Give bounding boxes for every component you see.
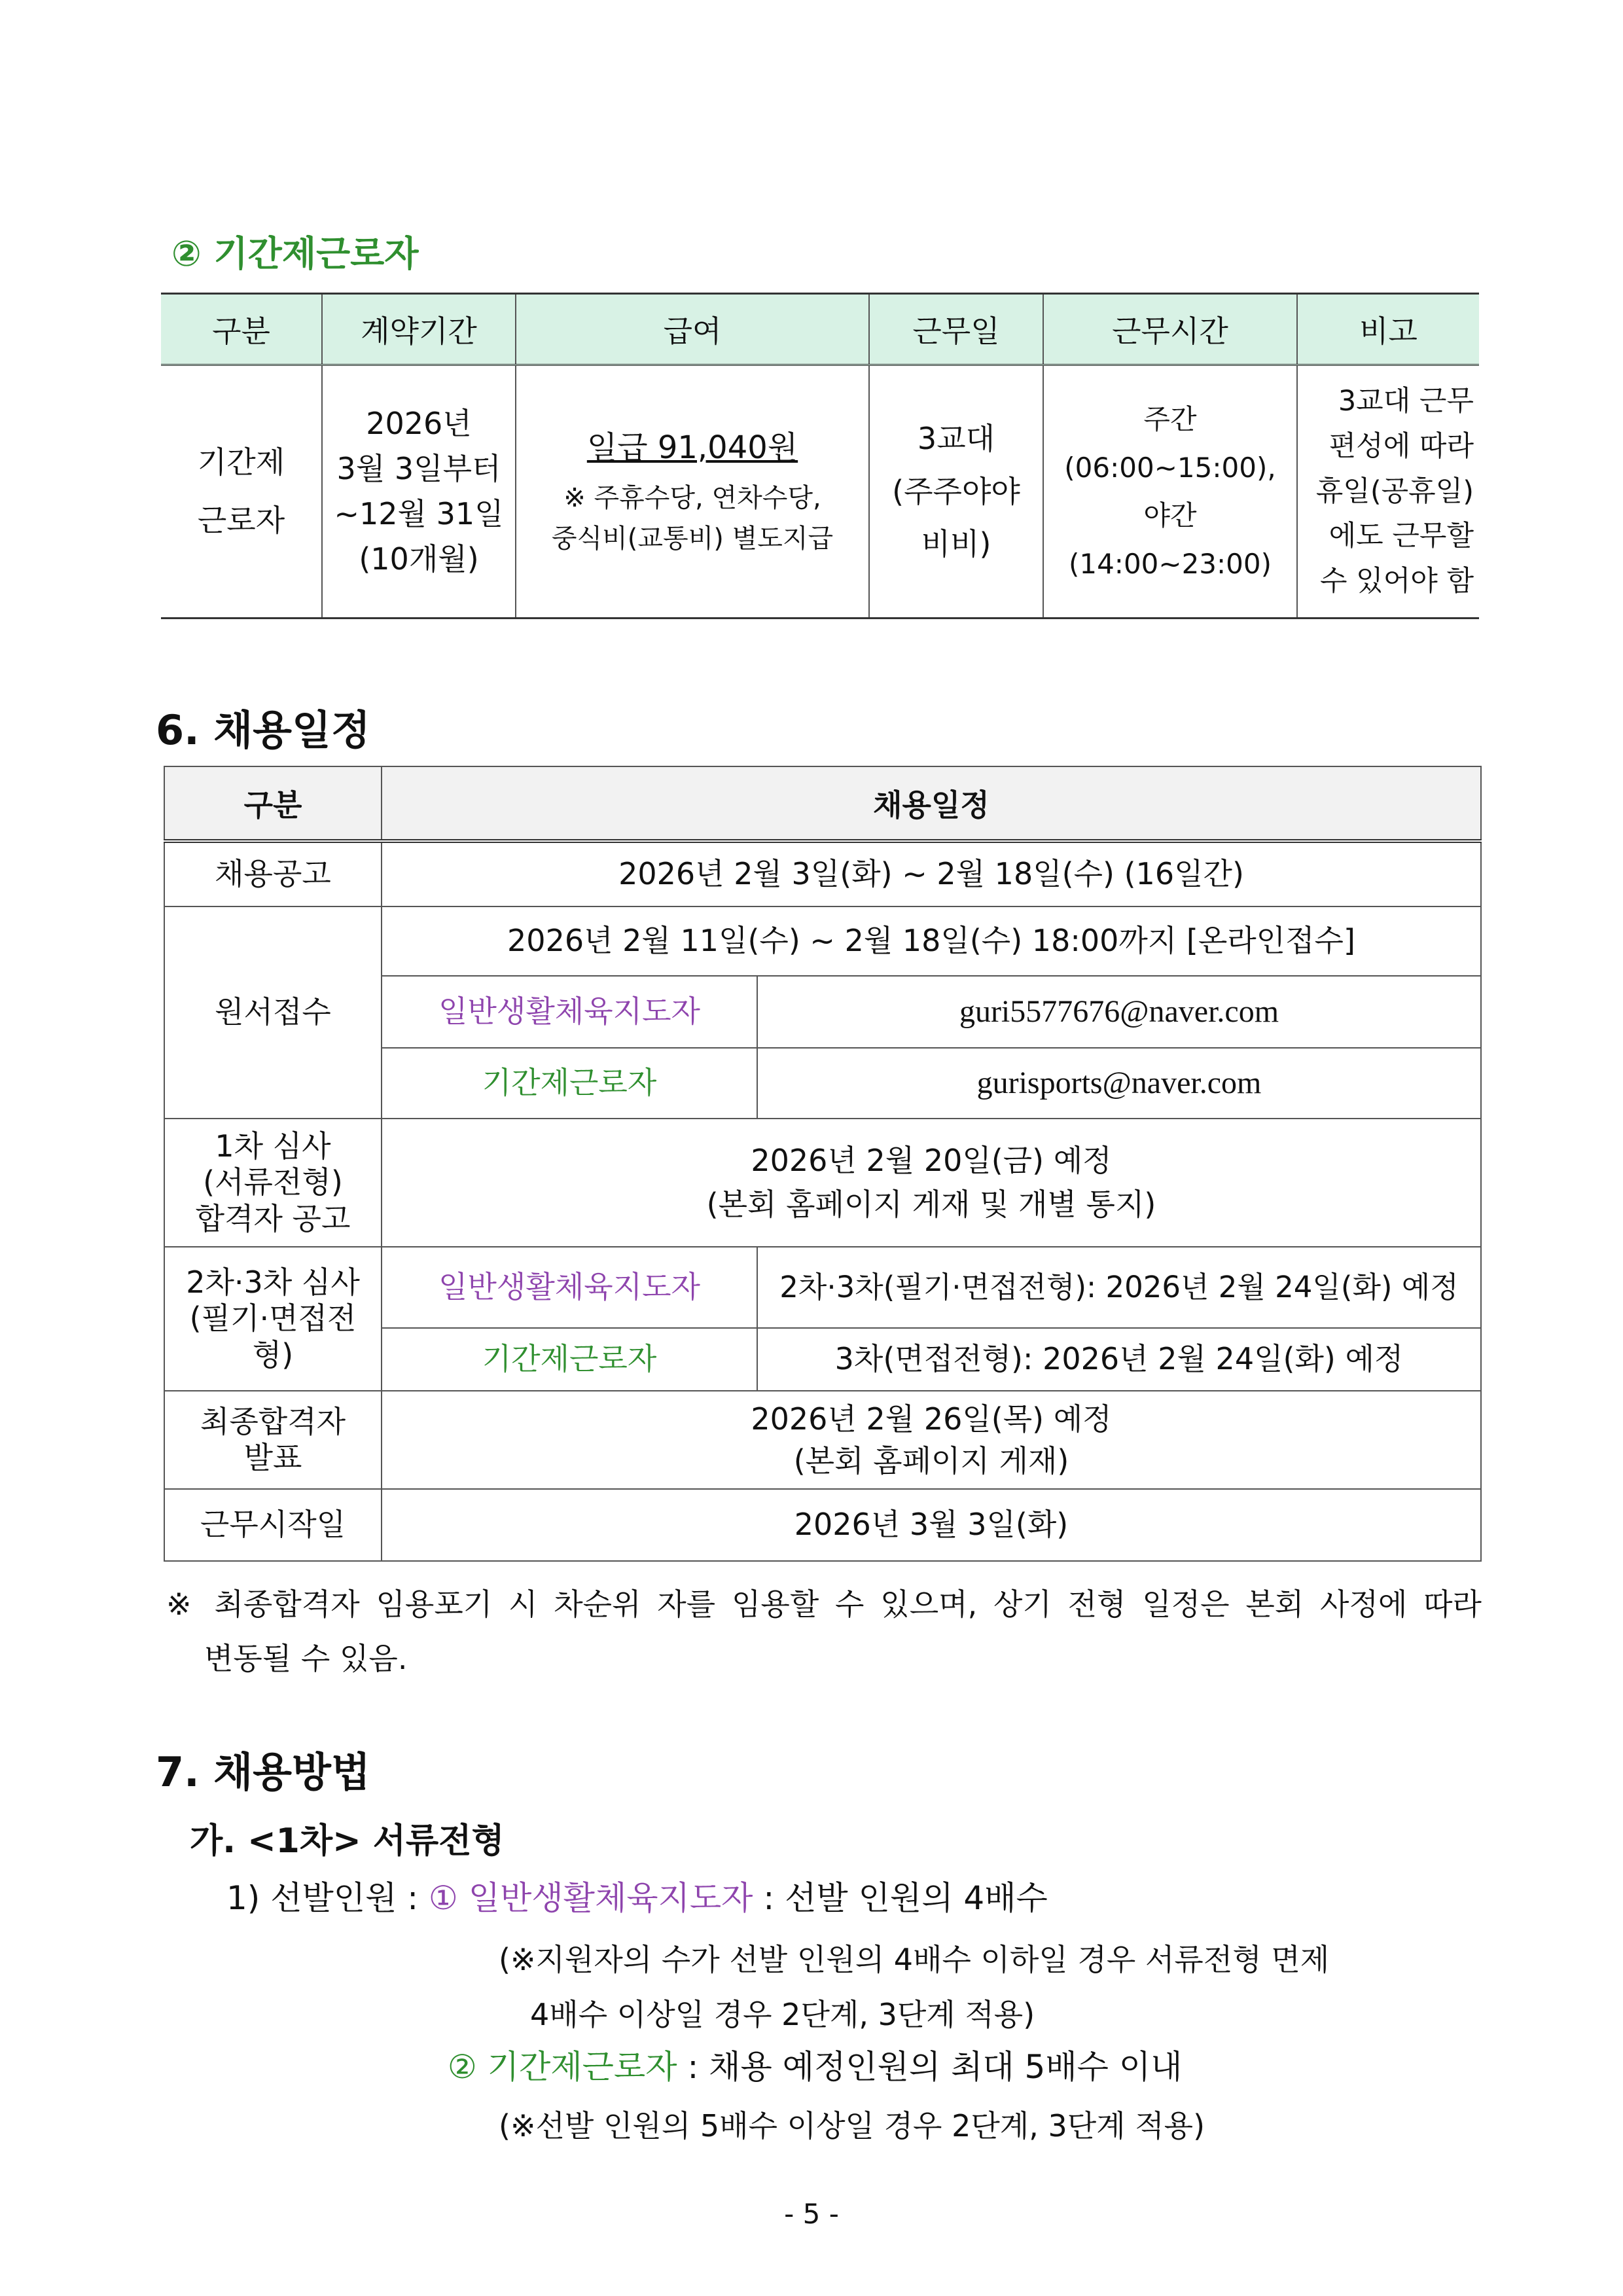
second-label-line: 형) [252,1336,294,1372]
period-line: (10개월) [359,541,479,577]
period-line: 2026년 [366,406,472,441]
final-value [382,1391,1481,1489]
item1-rest: : 선발 인원의 4배수 [763,1879,1048,1917]
item1-note-line: (※지원자의 수가 선발 인원의 4배수 이하일 경우 서류전형 면제 [499,1942,1330,1977]
receipt-contract-email: gurisports@naver.com [757,1048,1481,1119]
row-label-announce: 채용공고 [164,841,382,906]
workday-line: 비비) [921,526,991,562]
table-row [164,1119,1481,1247]
worktime-line: 주간(06:00~15:00), [1064,403,1276,484]
second-instructor-value: 2차·3차(필기·면접전형): 2026년 2월 24일(화) 예정 [757,1247,1481,1328]
start-value: 2026년 3월 3일(화) [382,1489,1481,1561]
schedule-table [164,766,1482,1562]
first-review-value [382,1119,1481,1247]
item2-rest: : 채용 예정인원의 최대 5배수 이내 [687,2048,1183,2086]
second-label-line: (필기·면접전 [189,1300,357,1336]
receipt-instructor-email: guri5577676@naver.com [757,976,1481,1048]
period-line: 3월 3일부터 [336,451,501,486]
period-line: ~12월 31일 [334,496,504,531]
first-label-line: 1차 심사 [215,1128,331,1164]
table-row [161,365,1479,619]
second-contract-value: 3차(면접전형): 2026년 2월 24일(화) 예정 [757,1328,1481,1391]
item1-highlight: ① 일반생활체육지도자 [429,1879,753,1917]
table-row [164,906,1481,976]
header-pay: 급여 [516,294,869,365]
remark-line: 3교대 근무 [1338,385,1474,418]
section-heading-method: 7. 채용방법 [156,1748,370,1796]
second-label-line: 2차·3차 심사 [186,1265,360,1300]
contract-worker-table [161,293,1479,619]
item1-note-line: 4배수 이상일 경우 2단계, 3단계 적용) [530,1997,1035,2032]
final-label-line: 최종합격자 [200,1403,346,1439]
announce-value: 2026년 2월 3일(화) ~ 2월 18일(수) (16일간) [382,841,1481,906]
first-label-line: (서류전형) [203,1164,343,1200]
final-label-line: 발표 [243,1440,302,1475]
pay-note-line: ※ 주휴수당, 연차수당, [563,483,821,513]
header-schedule: 채용일정 [382,766,1481,841]
item2-note: (※선발 인원의 5배수 이상일 경우 2단계, 3단계 적용) [499,2108,1205,2144]
workday-line: (주주야야 [892,473,1020,509]
worktime-line: 야간(14:00~23:00) [1068,499,1272,580]
table-row [164,841,1481,906]
remark-line: 에도 근무할 [1329,520,1474,553]
item2-line [448,2041,1182,2088]
first-value-line: (본회 홈페이지 게재 및 개별 통지) [706,1187,1156,1222]
header-category: 구분 [161,294,322,365]
cell-worktime [1043,365,1297,619]
table-row [164,1489,1481,1561]
category-line: 근로자 [197,503,285,538]
table-row [164,1247,1481,1328]
remark-line: 수 있어야 함 [1319,565,1474,598]
cell-period [322,365,516,619]
table-header-row [164,766,1481,841]
cell-pay [516,365,869,619]
row-label-second-review [164,1247,382,1391]
table-row [164,1391,1481,1489]
row-label-receipt: 원서접수 [164,906,382,1119]
item1-line [226,1872,1048,1919]
final-value-line: 2026년 2월 26일(목) 예정 [751,1401,1112,1437]
header-period: 계약기간 [322,294,516,365]
page-number: - 5 - [784,2198,839,2230]
item2-highlight: ② 기간제근로자 [448,2048,677,2086]
schedule-note-line: 변동될 수 있음. [204,1640,408,1676]
table-header-row [161,294,1479,365]
remark-line: 편성에 따라 [1329,429,1474,463]
subsection-heading-document: 가. <1차> 서류전형 [190,1821,505,1861]
header-workday: 근무일 [869,294,1043,365]
remark-line: 휴일(공휴일) [1315,475,1474,508]
cell-category [161,365,322,619]
schedule-note-line: ※ 최종합격자 임용포기 시 차순위 자를 임용할 수 있으며, 상기 전형 일정은 본회 사정에 따라 [166,1587,1482,1622]
cell-remark [1297,365,1479,619]
receipt-instructor-label: 일반생활체육지도자 [382,976,757,1048]
row-label-start: 근무시작일 [164,1489,382,1561]
header-remark: 비고 [1297,294,1479,365]
row-label-final [164,1391,382,1489]
category-line: 기간제 [197,444,285,480]
first-value-line: 2026년 2월 20일(금) 예정 [751,1143,1112,1179]
header-category: 구분 [164,766,382,841]
second-contract-label: 기간제근로자 [382,1328,757,1391]
cell-workday [869,365,1043,619]
section-heading-schedule: 6. 채용일정 [156,706,370,754]
second-instructor-label: 일반생활체육지도자 [382,1247,757,1328]
first-label-line: 합격자 공고 [195,1200,351,1236]
schedule-note [166,1577,1482,1686]
final-value-line: (본회 홈페이지 게재) [793,1443,1069,1479]
section-heading-contract-worker: ② 기간제근로자 [171,233,419,274]
row-label-first-review [164,1119,382,1247]
receipt-contract-label: 기간제근로자 [382,1048,757,1119]
workday-line: 3교대 [917,421,995,457]
header-worktime: 근무시간 [1043,294,1297,365]
pay-note-line: 중식비(교통비) 별도지급 [551,524,834,554]
item1-prefix: 1) 선발인원 : [226,1879,429,1917]
pay-main: 일급 91,040원 [586,429,798,466]
receipt-value: 2026년 2월 11일(수) ~ 2월 18일(수) 18:00까지 [온라인접수] [382,906,1481,976]
